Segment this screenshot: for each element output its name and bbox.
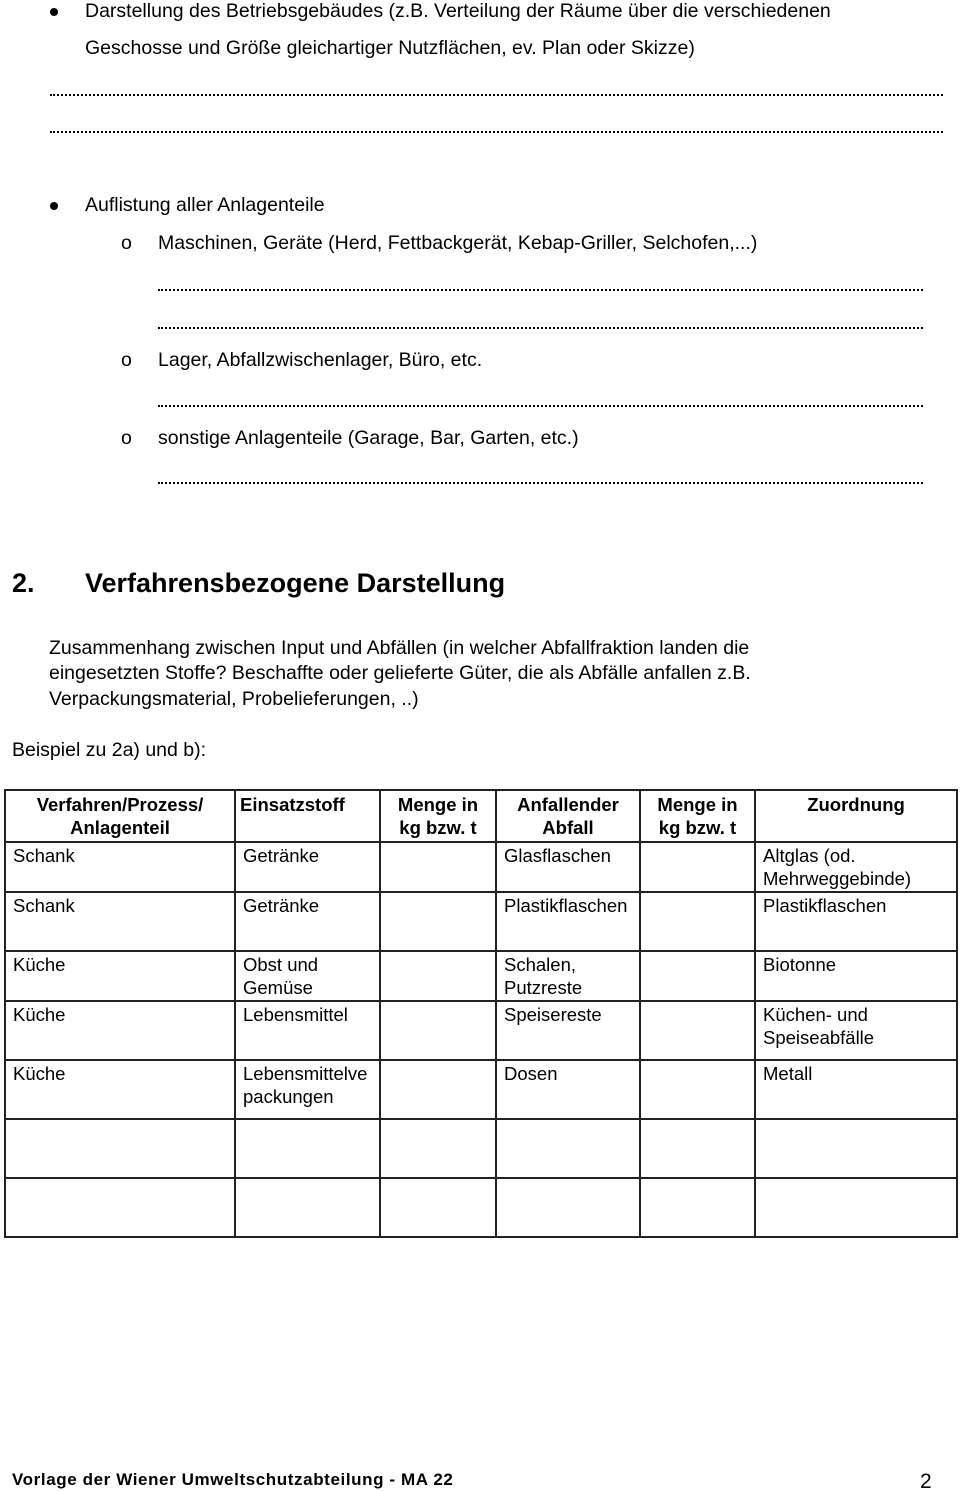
table-cell [496,1178,640,1237]
table-cell [380,892,496,951]
table-cell [380,1060,496,1119]
sub-item: Maschinen, Geräte (Herd, Fettbackgerät, Kebap-Griller, Selchofen,...) [158,232,758,254]
fill-line [158,405,923,407]
header-cell: Anfallender Abfall [496,790,640,842]
paragraph-line: eingesetzten Stoffe? Beschaffte oder gelieferte Güter, die als Abfälle anfallen z.B. [49,662,751,684]
section-number: 2. [12,568,35,598]
table-cell: Lebensmittelve packungen [235,1060,380,1119]
table-cell [640,842,755,892]
table-cell [235,1119,380,1178]
header-cell: Zuordnung [755,790,957,842]
header-cell: Einsatzstoff [235,790,380,842]
table-cell [5,1119,235,1178]
table-row [5,1119,957,1178]
table-cell: Speisereste [496,1001,640,1060]
footer-text: Vorlage der Wiener Umweltschutzabteilung - MA 22 [12,1470,454,1489]
table-cell [235,1178,380,1237]
table-cell: Dosen [496,1060,640,1119]
waste-table [4,789,958,1238]
fill-line [158,482,923,484]
table-cell: Metall [755,1060,957,1119]
table-cell [640,951,755,1001]
fill-line [158,289,923,291]
table-cell [755,1178,957,1237]
table-cell: Plastikflaschen [755,892,957,951]
table-cell [380,1119,496,1178]
table-cell [640,1001,755,1060]
fill-line [158,327,923,329]
bullet-text: Auflistung aller Anlagenteile [85,194,325,216]
table-cell: Obst und Gemüse [235,951,380,1001]
section-title: Verfahrensbezogene Darstellung [85,568,506,598]
sub-bullet-icon: o [121,427,132,449]
header-cell: Menge in kg bzw. t [640,790,755,842]
table-cell: Lebensmittel [235,1001,380,1060]
table-cell: Küchen- und Speiseabfälle [755,1001,957,1060]
example-label: Beispiel zu 2a) und b): [12,739,207,761]
table-cell: Plastikflaschen [496,892,640,951]
header-cell: Menge in kg bzw. t [380,790,496,842]
table-row [5,1001,957,1060]
table-cell: Schank [5,842,235,892]
bullet-text-line2: Geschosse und Größe gleichartiger Nutzflächen, ev. Plan oder Skizze) [85,37,695,59]
table-cell [640,1060,755,1119]
paragraph-line: Verpackungsmaterial, Probelieferungen, ..) [49,688,419,710]
table-row [5,892,957,951]
table-cell [496,1119,640,1178]
table-cell: Getränke [235,892,380,951]
table-row [5,1178,957,1237]
fill-line [50,131,943,133]
table-cell [380,1178,496,1237]
bullet-icon [50,202,58,210]
table-header-row [5,790,957,842]
sub-bullet-icon: o [121,232,132,254]
fill-line [50,94,943,96]
page-number: 2 [920,1470,932,1491]
table-cell [640,1178,755,1237]
table-cell [755,1119,957,1178]
table-cell [380,951,496,1001]
table-row [5,951,957,1001]
table-cell: Glasflaschen [496,842,640,892]
table-cell: Küche [5,1001,235,1060]
paragraph-line: Zusammenhang zwischen Input und Abfällen (in welcher Abfallfraktion landen die [49,637,750,659]
table-row [5,1060,957,1119]
table-row [5,842,957,892]
header-cell: Verfahren/Prozess/ Anlagenteil [5,790,235,842]
table-cell: Altglas (od. Mehrweggebinde) [755,842,957,892]
table-cell [380,842,496,892]
sub-bullet-icon: o [121,349,132,371]
table-cell [5,1178,235,1237]
table-cell [640,1119,755,1178]
table-cell: Biotonne [755,951,957,1001]
table-cell: Getränke [235,842,380,892]
bullet-text-line1: Darstellung des Betriebsgebäudes (z.B. Verteilung der Räume über die verschiedenen [85,0,831,22]
bullet-icon [50,8,58,16]
table-cell: Schalen, Putzreste [496,951,640,1001]
sub-item: Lager, Abfallzwischenlager, Büro, etc. [158,349,483,371]
table-cell: Küche [5,951,235,1001]
table-cell [380,1001,496,1060]
table-cell [640,892,755,951]
sub-item: sonstige Anlagenteile (Garage, Bar, Garten, etc.) [158,427,579,449]
table-cell: Schank [5,892,235,951]
table-cell: Küche [5,1060,235,1119]
